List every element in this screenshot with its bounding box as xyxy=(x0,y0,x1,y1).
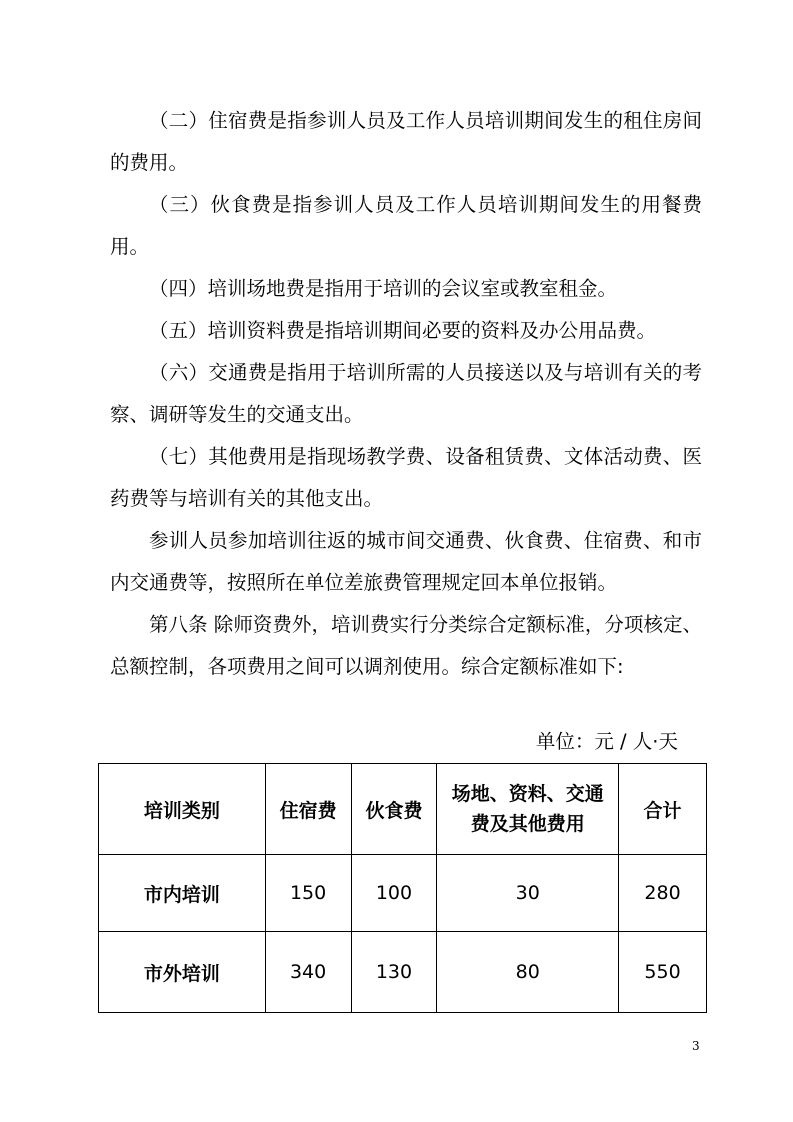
unit-label: 单位：元 / 人·天 xyxy=(535,730,678,753)
paragraph-article-eight: 第八条 除师资费外，培训费实行分类综合定额标准，分项核定、总额控制，各项费用之间可以调剂使用。综合定额标准如下: xyxy=(110,613,702,678)
cell-meals: 130 xyxy=(351,932,437,1013)
header-training-category: 培训类别 xyxy=(99,764,266,855)
header-lodging: 住宿费 xyxy=(265,764,351,855)
paragraph-other-fees: （七）其他费用是指现场教学费、设备租赁费、文体活动费、医药费等与培训有关的其他支出。 xyxy=(110,445,702,510)
fee-standard-table xyxy=(98,763,707,1013)
paragraph-transport-fee: （六）交通费是指用于培训所需的人员接送以及与培训有关的考察、调研等发生的交通支出。 xyxy=(110,361,702,426)
header-venue-materials-transport: 场地、资料、交通费及其他费用 xyxy=(437,764,619,855)
table-row xyxy=(99,855,707,932)
header-total: 合计 xyxy=(619,764,707,855)
cell-total: 280 xyxy=(619,855,707,932)
paragraph-reimbursement: 参训人员参加培训往返的城市间交通费、伙食费、住宿费、和市内交通费等，按照所在单位差旅费管理规定回本单位报销。 xyxy=(110,529,702,594)
cell-lodging: 150 xyxy=(265,855,351,932)
table-row xyxy=(99,932,707,1013)
cell-total: 550 xyxy=(619,932,707,1013)
row-category: 市外培训 xyxy=(99,932,266,1013)
cell-venue-materials-transport: 30 xyxy=(437,855,619,932)
cell-lodging: 340 xyxy=(265,932,351,1013)
paragraph-venue-fee: （四）培训场地费是指用于培训的会议室或教室租金。 xyxy=(149,277,618,300)
paragraph-materials-fee: （五）培训资料费是指培训期间必要的资料及办公用品费。 xyxy=(149,319,657,342)
cell-venue-materials-transport: 80 xyxy=(437,932,619,1013)
table-header-row xyxy=(99,764,707,855)
paragraph-meal-fee: （三）伙食费是指参训人员及工作人员培训期间发生的用餐费用。 xyxy=(110,193,702,258)
paragraph-lodging-fee: （二）住宿费是指参训人员及工作人员培训期间发生的租住房间的费用。 xyxy=(110,109,702,174)
row-category: 市内培训 xyxy=(99,855,266,932)
page-number: 3 xyxy=(692,1039,700,1053)
header-meals: 伙食费 xyxy=(351,764,437,855)
cell-meals: 100 xyxy=(351,855,437,932)
